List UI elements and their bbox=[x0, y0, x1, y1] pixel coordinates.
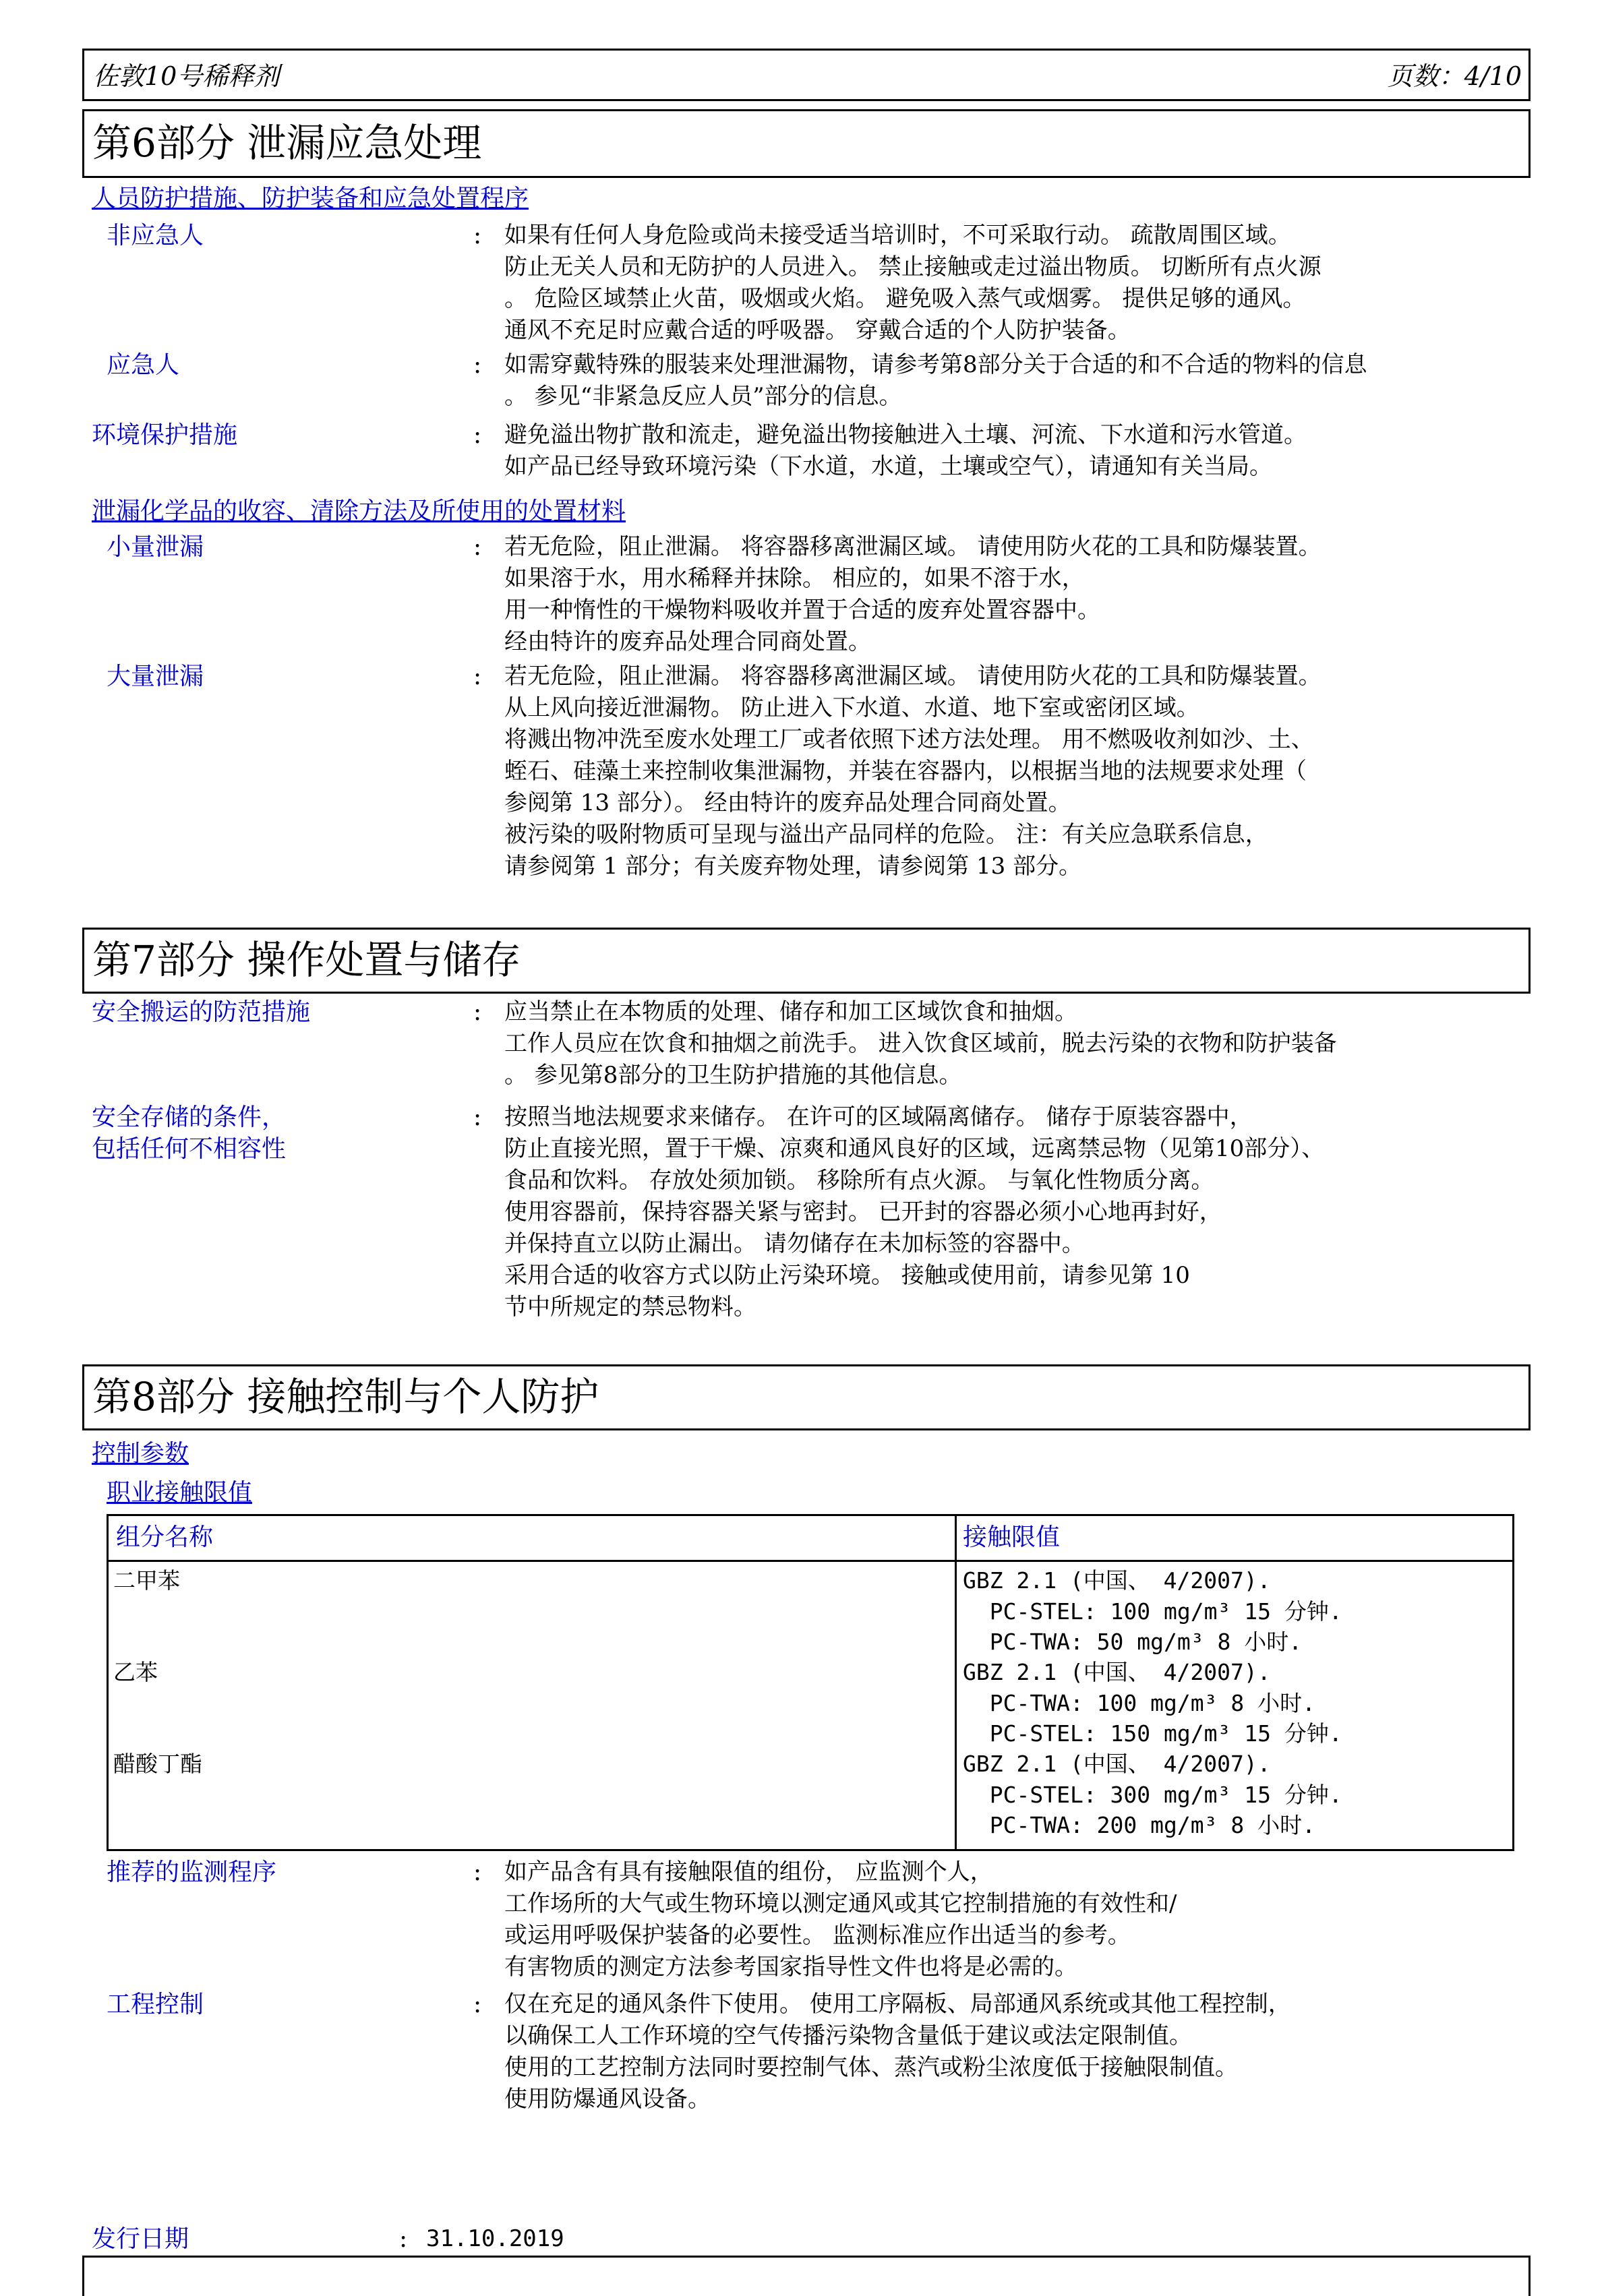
text-environment: 避免溢出物扩散和流走，避免溢出物接触进入土壤、河流、下水道和污水管道。 如产品已经导致环境污染（下水道，水道，土壤或空气），请通知有关当局。 bbox=[504, 421, 1307, 480]
footer-issue-date: 31.10.2019 bbox=[426, 2225, 564, 2252]
text-small-spill: 若无危险，阻止泄漏。 将容器移离泄漏区域。 请使用防火花的工具和防爆装置。 如果溶于水，用水稀释并抹除。 相应的，如果不溶于水， 用一种惰性的干燥物料吸收并置于合适的废弃处置容器中。 经由特许的废弃品处理合同商处置。 bbox=[504, 533, 1321, 655]
footer-colon: : bbox=[399, 2225, 408, 2253]
text-large-spill: 若无危险，阻止泄漏。 将容器移离泄漏区域。 请使用防火花的工具和防爆装置。 从上风向接近泄漏物。 防止进入下水道、水道、地下室或密闭区域。 将溅出物冲洗至废水处理工厂或者依照下述方法处理。 用不燃吸收剂如沙、土、 蛭石、硅藻土来控制收集泄漏物，并装在容器内，以根据当地的法规要求处理（ 参阅第 13 部分）。 经由特许的废弃品处理合同商处置。 被污染的吸附物质可呈现与溢出产品同样的危险。 注：有关应急联系信息， 请参阅第 1 部分；有关废弃物处理，请参阅第 13 部分。 bbox=[504, 663, 1321, 880]
label-monitoring: 推荐的监测程序 bbox=[107, 1859, 277, 1886]
text-non-emergency: 如果有任何人身危险或尚未接受适当培训时，不可采取行动。 疏散周围区域。 防止无关人员和无防护的人员进入。 禁止接触或走过溢出物质。 切断所有点火源 。 危险区域禁止火苗，吸烟或火焰。 避免吸入蒸气或烟雾。 提供足够的通风。 通风不充足时应戴合适的呼吸器。 穿戴合适的个人防护装备。 bbox=[504, 222, 1321, 344]
page-number: 页数：4/10 bbox=[1387, 61, 1522, 91]
section7-title: 第7部分 操作处置与储存 bbox=[92, 937, 521, 983]
text-storage: 按照当地法规要求来储存。 在许可的区域隔离储存。 储存于原装容器中， 防止直接光照，置于干燥、凉爽和通风良好的区域，远离禁忌物（见第10部分）、 食品和饮料。 存放处须加锁。 移除所有点火源。 与氧化性物质分离。 使用容器前，保持容器关紧与密封。 已开封的容器必须小心地再封好， 并保持直立以防止漏出。 请勿储存在未加标签的容器中。 采用合适的收容方式以防止污染环境。 接触或使用前，请参见第 10 节中所规定的禁忌物料。 bbox=[504, 1104, 1325, 1321]
colon: : bbox=[473, 533, 482, 561]
colon: : bbox=[473, 1859, 482, 1886]
text-emergency: 如需穿戴特殊的服装来处理泄漏物，请参考第8部分关于合适的和不合适的物料的信息 。 参见“非紧急反应人员”部分的信息。 bbox=[504, 351, 1367, 410]
section8-subheading-exposure[interactable]: 职业接触限值 bbox=[107, 1479, 253, 1507]
section8-title: 第8部分 接触控制与个人防护 bbox=[92, 1374, 599, 1420]
table-row-name: 二甲苯 bbox=[113, 1567, 180, 1594]
colon: : bbox=[473, 351, 482, 379]
text-monitoring: 如产品含有具有接触限值的组份， 应监测个人， 工作场所的大气或生物环境以测定通风或其它控制措施的有效性和/ 或运用呼吸保护装备的必要性。 监测标准应作出适当的参考。 有害物质的测定方法参考国家指导性文件也将是必需的。 bbox=[504, 1859, 1177, 1981]
colon: : bbox=[473, 222, 482, 249]
section6-subheading-personal[interactable]: 人员防护措施、防护装备和应急处置程序 bbox=[92, 185, 529, 212]
table-header-divider bbox=[107, 1560, 1514, 1562]
document-title: 佐敦10号稀释剂 bbox=[93, 61, 280, 91]
table-header-limits: 接触限值 bbox=[963, 1523, 1061, 1551]
label-engineering: 工程控制 bbox=[107, 1991, 204, 2018]
table-header-component: 组分名称 bbox=[116, 1523, 214, 1551]
section6-subheading-containment[interactable]: 泄漏化学品的收容、清除方法及所使用的处置材料 bbox=[92, 497, 626, 525]
table-row-limits: GBZ 2.1 (中国、 4/2007). PC-STEL: 100 mg/m³ 15 分钟. PC-TWA: 50 mg/m³ 8 小时. bbox=[963, 1567, 1342, 1655]
label-emergency: 应急人 bbox=[107, 351, 180, 379]
colon: : bbox=[473, 663, 482, 690]
table-row-name: 乙苯 bbox=[113, 1659, 158, 1685]
label-environment: 环境保护措施 bbox=[92, 421, 238, 449]
label-non-emergency: 非应急人 bbox=[107, 222, 204, 249]
table-row-name: 醋酸丁酯 bbox=[113, 1751, 202, 1777]
section6-title-box bbox=[82, 109, 1531, 178]
section8-subheading-control[interactable]: 控制参数 bbox=[92, 1440, 189, 1468]
table-row-limits: GBZ 2.1 (中国、 4/2007). PC-STEL: 300 mg/m³ 15 分钟. PC-TWA: 200 mg/m³ 8 小时. bbox=[963, 1751, 1342, 1838]
colon: : bbox=[473, 1104, 482, 1131]
section7-title-box bbox=[82, 928, 1531, 994]
footer-box bbox=[82, 2256, 1531, 2296]
table-column-divider bbox=[955, 1514, 957, 1851]
table-row-limits: GBZ 2.1 (中国、 4/2007). PC-TWA: 100 mg/m³ 8 小时. PC-STEL: 150 mg/m³ 15 分钟. bbox=[963, 1659, 1342, 1747]
label-large-spill: 大量泄漏 bbox=[107, 663, 204, 690]
colon: : bbox=[473, 421, 482, 449]
colon: : bbox=[473, 1991, 482, 2018]
page-header bbox=[82, 49, 1531, 101]
colon: : bbox=[473, 998, 482, 1026]
label-small-spill: 小量泄漏 bbox=[107, 533, 204, 561]
label-storage: 安全存储的条件， 包括任何不相容性 bbox=[92, 1104, 287, 1163]
footer-issue-date-label: 发行日期 bbox=[92, 2225, 189, 2253]
label-safe-handling: 安全搬运的防范措施 bbox=[92, 998, 311, 1026]
text-engineering: 仅在充足的通风条件下使用。 使用工序隔板、局部通风系统或其他工程控制， 以确保工人工作环境的空气传播污染物含量低于建议或法定限制值。 使用的工艺控制方法同时要控制气体、蒸汽或粉尘浓度低于接触限制值。 使用防爆通风设备。 bbox=[504, 1991, 1291, 2113]
section8-title-box bbox=[82, 1364, 1531, 1430]
section6-title: 第6部分 泄漏应急处理 bbox=[92, 120, 482, 166]
text-safe-handling: 应当禁止在本物质的处理、储存和加工区域饮食和抽烟。 工作人员应在饮食和抽烟之前洗手。 进入饮食区域前，脱去污染的衣物和防护装备 。 参见第8部分的卫生防护措施的其他信息。 bbox=[504, 998, 1337, 1089]
